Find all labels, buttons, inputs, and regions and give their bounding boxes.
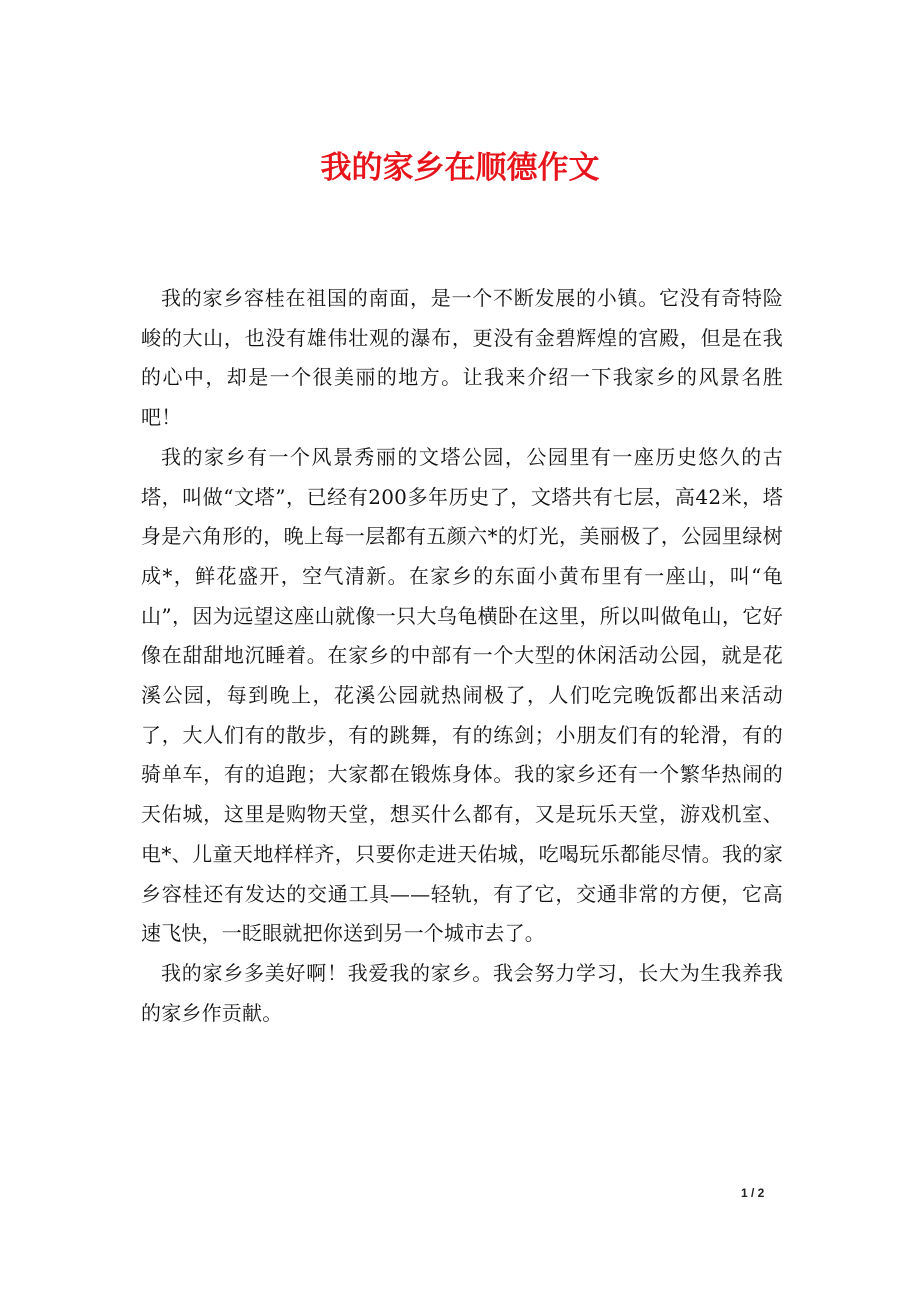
page-number: 1 / 2 (741, 1186, 765, 1200)
paragraph-scenery: 我的家乡有一个风景秀丽的文塔公园，公园里有一座历史悠久的古塔，叫做“文塔”，已经有200多年历史了，文塔共有七层，高42米，塔身是六角形的，晚上每一层都有五颜六*的灯光，美丽极了，公园里绿树成*，鲜花盛开，空气清新。在家乡的东面小黄布里有一座山，叫“龟山”，因为远望这座山就像一只大乌龟横卧在这里，所以叫做龟山，它好像在甜甜地沉睡着。在家乡的中部有一个大型的休闲活动公园，就是花溪公园，每到晚上，花溪公园就热闹极了，人们吃完晚饭都出来活动了，大人们有的散步，有的跳舞，有的练剑；小朋友们有的轮滑，有的骑单车，有的追跑；大家都在锻炼身体。我的家乡还有一个繁华热闹的天佑城，这里是购物天堂，想买什么都有，又是玩乐天堂，游戏机室、电*、儿童天地样样齐，只要你走进天佑城，吃喝玩乐都能尽情。我的家乡容桂还有发达的交通工具——轻轨，有了它，交通非常的方便，它高速飞快，一眨眼就把你送到另一个城市去了。 (141, 444, 783, 946)
paragraph-intro: 我的家乡容桂在祖国的南面，是一个不断发展的小镇。它没有奇特险峻的大山，也没有雄伟壮观的瀑布，更没有金碧辉煌的宫殿，但是在我的心中，却是一个很美丽的地方。让我来介绍一下我家乡的风景名胜吧！ (141, 286, 783, 430)
document-title: 我的家乡在顺德作文 (320, 150, 600, 186)
document-body (141, 279, 783, 1033)
paragraph-conclusion: 我的家乡多美好啊！我爱我的家乡。我会努力学习，长大为生我养我的家乡作贡献。 (141, 960, 783, 1025)
